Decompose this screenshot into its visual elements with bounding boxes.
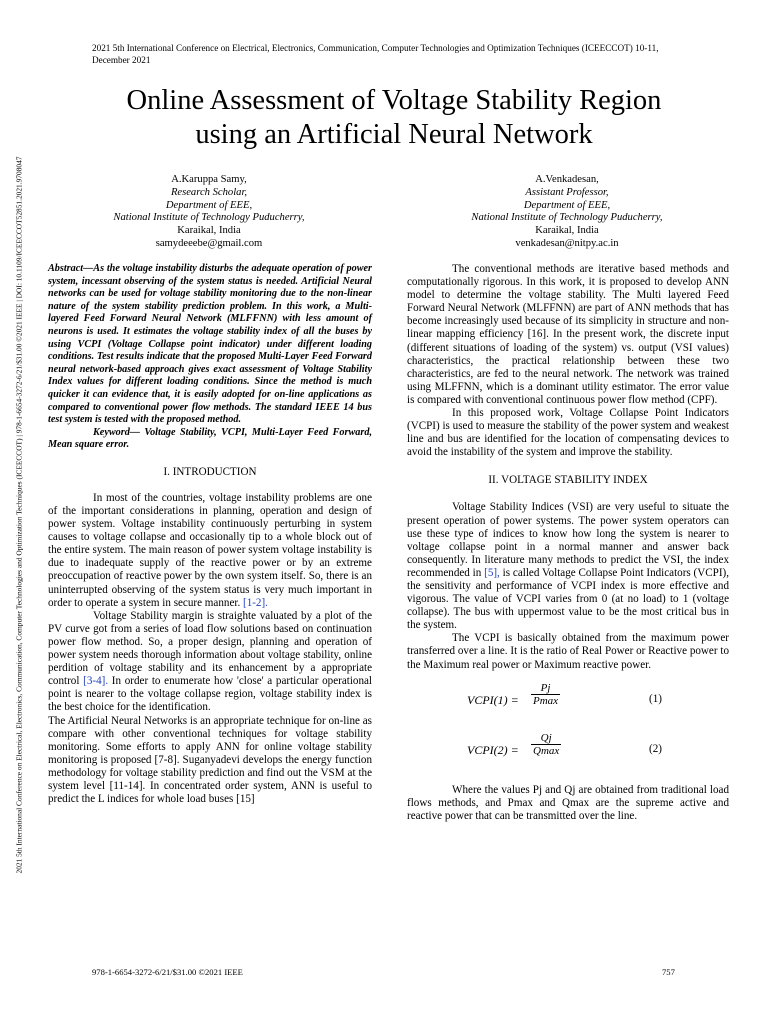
author-role: Assistant Professor,: [525, 186, 609, 198]
equation-fraction: [531, 682, 560, 707]
title-line-2: using an Artificial Neural Network: [195, 119, 593, 150]
vsi-paragraph-1: [407, 501, 729, 632]
section-heading-introduction: I. INTRODUCTION: [163, 465, 257, 478]
author-dept: Department of EEE,: [523, 199, 611, 211]
vsi-paragraph-1-text-b: is called Voltage Collapse Point Indicators (VCPI), the sensitivity and performance of VCPI index is more effective and vigorous. The value of VCPI varies from 0 (at no load) to 1 (voltage collapse). The bus with uppermost value to be the most critical bus in the system.: [407, 566, 729, 632]
keywords: Keyword— Voltage Stability, VCPI, Multi-Layer Feed Forward, Mean square error.: [48, 426, 372, 451]
equation-2: [407, 730, 729, 774]
paper-title: [60, 84, 728, 152]
author-place: Karaikal, India: [177, 225, 241, 237]
author-name: A.Karuppa Samy,: [171, 174, 247, 185]
author-block-1: [100, 174, 318, 251]
equation-denominator: Qmax: [533, 744, 560, 757]
equation-numerator: Pj: [540, 681, 551, 694]
citation-link[interactable]: [1-2].: [243, 596, 268, 609]
intro-paragraph-3: The Artificial Neural Networks is an appropriate technique for on-line as compare with other conventional techniques for voltage stability monitoring. Some efforts to apply ANN for online voltage stability monitoring is proposed [7-8]. Suganyadevi develops the energy function methodology for voltage stability prediction and find out the VSM at the system level [11-14]. In concentrated order system, ANN is useful to predict the L indices for whole load buses [15]: [48, 714, 372, 806]
author-institution: National Institute of Technology Puducherry,: [113, 212, 305, 224]
equation-fraction: [531, 732, 561, 757]
author-block-2: [456, 174, 678, 251]
intro-paragraph-1: [48, 492, 372, 610]
citation-link[interactable]: [3-4].: [83, 675, 109, 688]
left-column: [48, 263, 372, 806]
author-email: venkadesan@nitpy.ac.in: [515, 237, 619, 249]
right-paragraph-2: In this proposed work, Voltage Collapse Point Indicators (VCPI) is used to measure the stability of the power system and weakest line and bus are identified for the location of compensating devices to avoid the instability of the system and improve the stability.: [407, 407, 729, 459]
intro-paragraph-2-text-b: In order to enumerate how 'close' a particular operational point is nearer to the voltage collapse region, voltage stability index is the best choice for the identification.: [48, 675, 373, 714]
footer-isbn: 978-1-6654-3272-6/21/$31.00 ©2021 IEEE: [92, 967, 243, 977]
vsi-paragraph-3: Where the values Pj and Qj are obtained from traditional load flows methods, and Pmax and Qmax are the supreme active and reactive power that can be transmitted over the line.: [407, 783, 729, 822]
equation-number: (2): [649, 742, 662, 755]
page-number: 757: [662, 967, 675, 977]
author-name: A.Venkadesan,: [535, 174, 599, 185]
right-column: [407, 263, 729, 823]
section-heading-voltage-stability-index: II. VOLTAGE STABILITY INDEX: [488, 474, 648, 487]
equation-numerator: Qj: [540, 731, 552, 744]
vsi-paragraph-1-text-a: Voltage Stability Indices (VSI) are very useful to situate the present operation of power systems. The power system operators can use these type of indices to know how long the system is nearer to voltage collapse point in a normal manner and answer back consequently. In literature many methods to predict the VSI, the index recommended in: [407, 501, 729, 579]
equation-1: [407, 680, 729, 724]
citation-link[interactable]: [5],: [484, 566, 500, 579]
abstract: Abstract—As the voltage instability disturbs the adequate operation of power system, incessant observing of the system status is needed. Artificial Neural networks can be used for voltage stability monitoring due to the non-linear nature of the system stability prediction problem. In this work, a Multi-layered Feed Forward Neural Network (MLFFNN) with less amount of neurons is used. It estimates the voltage stability index of all the buses by using VCPI (Voltage Collapse point indicator) under different loading conditions. Test results indicate that the proposed Multi-Layer Feed Forward neural network-based approach gives exact assessment of Voltage Stability Index values for different loading conditions. Since the method is much quicker it can evidence that, it is easily adopted for on-line applications as compared to conventional power flow methods. The standard IEEE 14 bus test system is tested with the proposed method.: [48, 263, 372, 426]
author-institution: National Institute of Technology Puducherry,: [471, 212, 663, 224]
author-email: samydeeebe@gmail.com: [155, 237, 263, 249]
vsi-paragraph-2: The VCPI is basically obtained from the maximum power transferred over a line. It is the ratio of Real Power or Reactive power to the Maximum real power or Maximum reactive power.: [407, 632, 729, 671]
author-role: Research Scholar,: [170, 186, 248, 198]
equation-lhs: VCPI(2) =: [467, 742, 519, 757]
side-doi-strip: 2021 5th International Conference on Electrical, Electronics, Communication, Computer Technologies and Optimization Techniques (ICEECCOT) | 978-1-6654-3272-6/21/$31.00 ©2021 IEEE | DOI: 10.1109/ICEECCOT52851.2021.9708047: [14, 156, 24, 874]
equation-denominator: Pmax: [533, 694, 559, 707]
right-paragraph-1: The conventional methods are iterative based methods and computationally rigorous. In this work, it is proposed to develop ANN model to determine the voltage stability. The Multi layered Feed Forward Neural Network (MLFFNN) are part of ANN methods that has become increasingly used because of its simplicity in structure and non-linear mapping efficiency [16]. In the present work, the discrete input (different situations of loading of the system) vs. output (VSI values) characteristics, the practical relationship between these two characteristics, are fed to the neural network. The network was trained using MLFFNN, which is a dominant utility estimator. The error value is compared with conventional continuous power flow method (CPF).: [407, 263, 729, 406]
intro-paragraph-2-text-a: Voltage Stability margin is straighte valuated by a plot of the PV curve got from a series of load flow solutions based on continuation power flow method. So, a proper design, planning and operation of power system needs thorough information about voltage stability, online perdition of voltage stability and its enhancement by a appropriate control: [48, 609, 372, 688]
intro-paragraph-1-text: In most of the countries, voltage instability problems are one of the important considerations in planning, operation and design of power system. Voltage instability continuously perturbing in system causes to voltage collapse and occasionally tip to a whole block out of the entire system. The main reason of power system voltage instability is due to inadequate supply of the reactive power or by an extreme preoccupation of reactive power by the own system itself. So, there is an uninterrupted observing of the system status is very much important in order to operate a system in secure manner.: [48, 491, 372, 609]
intro-paragraph-2: [48, 610, 372, 715]
author-dept: Department of EEE,: [165, 199, 253, 211]
conference-header: 2021 5th International Conference on Electrical, Electronics, Communication, Computer Technologies and Optimization Techniques (ICEECCOT) 10-11, December 2021: [92, 43, 659, 65]
title-line-1: Online Assessment of Voltage Stability Region: [126, 85, 662, 116]
equation-number: (1): [649, 692, 662, 705]
author-place: Karaikal, India: [535, 225, 599, 237]
equation-lhs: VCPI(1) =: [467, 692, 519, 707]
